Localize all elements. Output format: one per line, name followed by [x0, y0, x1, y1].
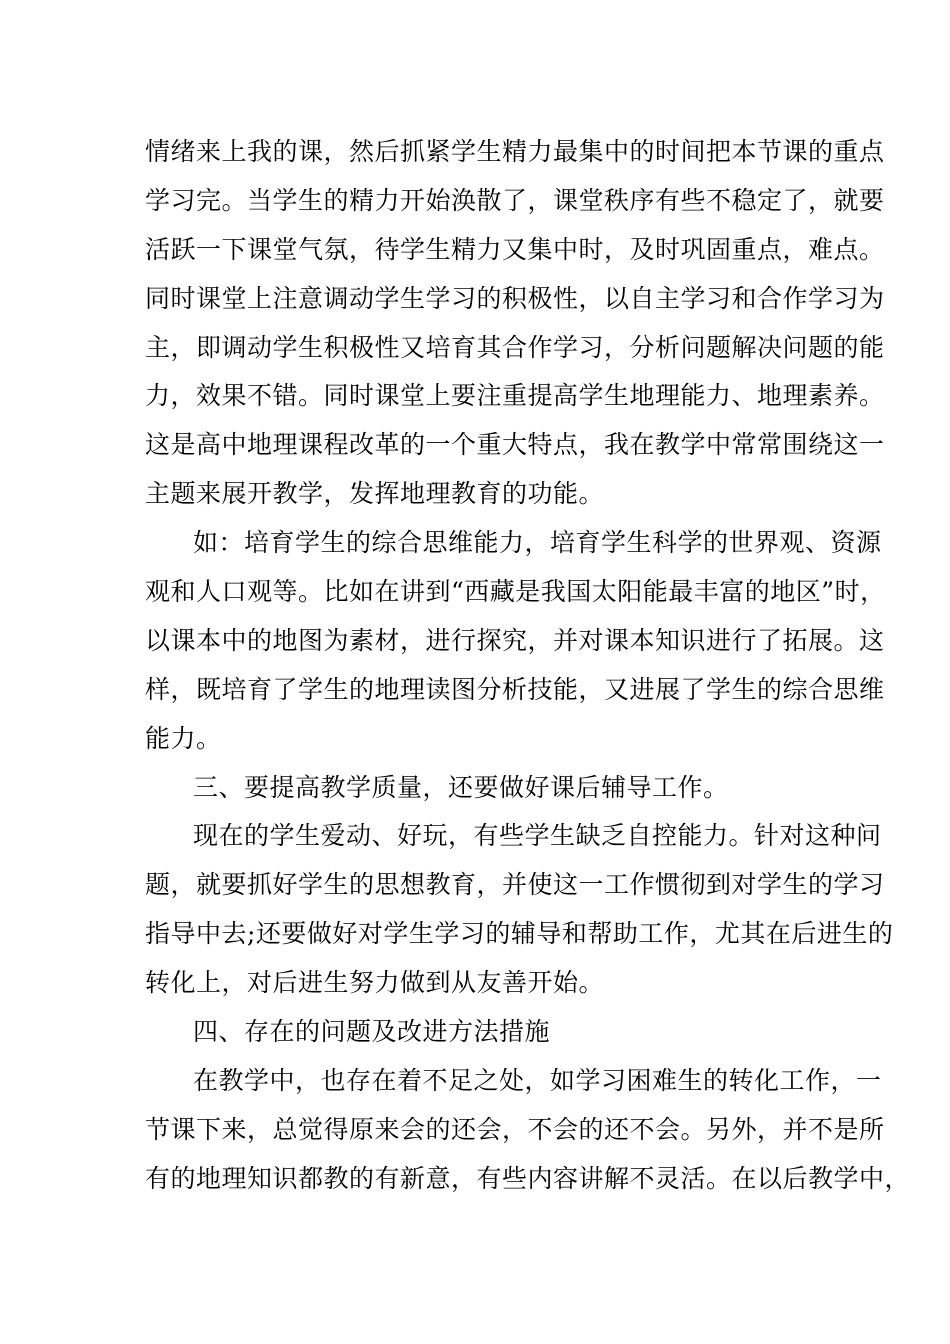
text-line: 活跃一下课堂气氛，待学生精力又集中时，及时巩固重点，难点。 — [145, 234, 885, 264]
text-line: 这是高中地理课程改革的一个重大特点，我在教学中常常围绕这一 — [145, 430, 885, 460]
text-line: 主，即调动学生积极性又培育其合作学习，分析问题解决问题的能 — [145, 332, 885, 362]
text-line: 观和人口观等。比如在讲到“西藏是我国太阳能最丰富的地区”时， — [145, 577, 886, 607]
text-line: 如：培育学生的综合思维能力，培育学生科学的世界观、资源 — [193, 528, 882, 558]
text-line: 三、要提高教学质量，还要做好课后辅导工作。 — [193, 772, 729, 802]
text-line: 力，效果不错。同时课堂上要注重提高学生地理能力、地理素养。 — [145, 381, 885, 411]
text-line: 节课下来，总觉得原来会的还会，不会的还不会。另外，并不是所 — [145, 1114, 885, 1144]
text-line: 有的地理知识都教的有新意，有些内容讲解不灵活。在以后教学中， — [145, 1163, 911, 1193]
text-line: 转化上，对后进生努力做到从友善开始。 — [145, 968, 605, 998]
text-line: 在教学中，也存在着不足之处，如学习困难生的转化工作，一 — [193, 1065, 882, 1095]
text-line: 同时课堂上注意调动学生学习的积极性，以自主学习和合作学习为 — [145, 283, 885, 313]
text-line: 指导中去;还要做好对学生学习的辅导和帮助工作，尤其在后进生的 — [145, 919, 894, 949]
text-line: 现在的学生爱动、好玩，有些学生缺乏自控能力。针对这种问 — [193, 821, 882, 851]
text-line: 样，既培育了学生的地理读图分析技能，又进展了学生的综合思维 — [145, 674, 885, 704]
text-line: 以课本中的地图为素材，进行探究，并对课本知识进行了拓展。这 — [145, 625, 885, 655]
text-line: 情绪来上我的课，然后抓紧学生精力最集中的时间把本节课的重点 — [145, 137, 885, 166]
text-line: 四、存在的问题及改进方法措施 — [193, 1017, 551, 1047]
document-body — [145, 128, 911, 1204]
text-line: 学习完。当学生的精力开始涣散了，课堂秩序有些不稳定了，就要 — [145, 185, 885, 215]
text-line: 能力。 — [145, 723, 222, 753]
text-line: 题，就要抓好学生的思想教育，并使这一工作惯彻到对学生的学习 — [145, 870, 885, 900]
text-line: 主题来展开教学，发挥地理教育的功能。 — [145, 479, 605, 509]
